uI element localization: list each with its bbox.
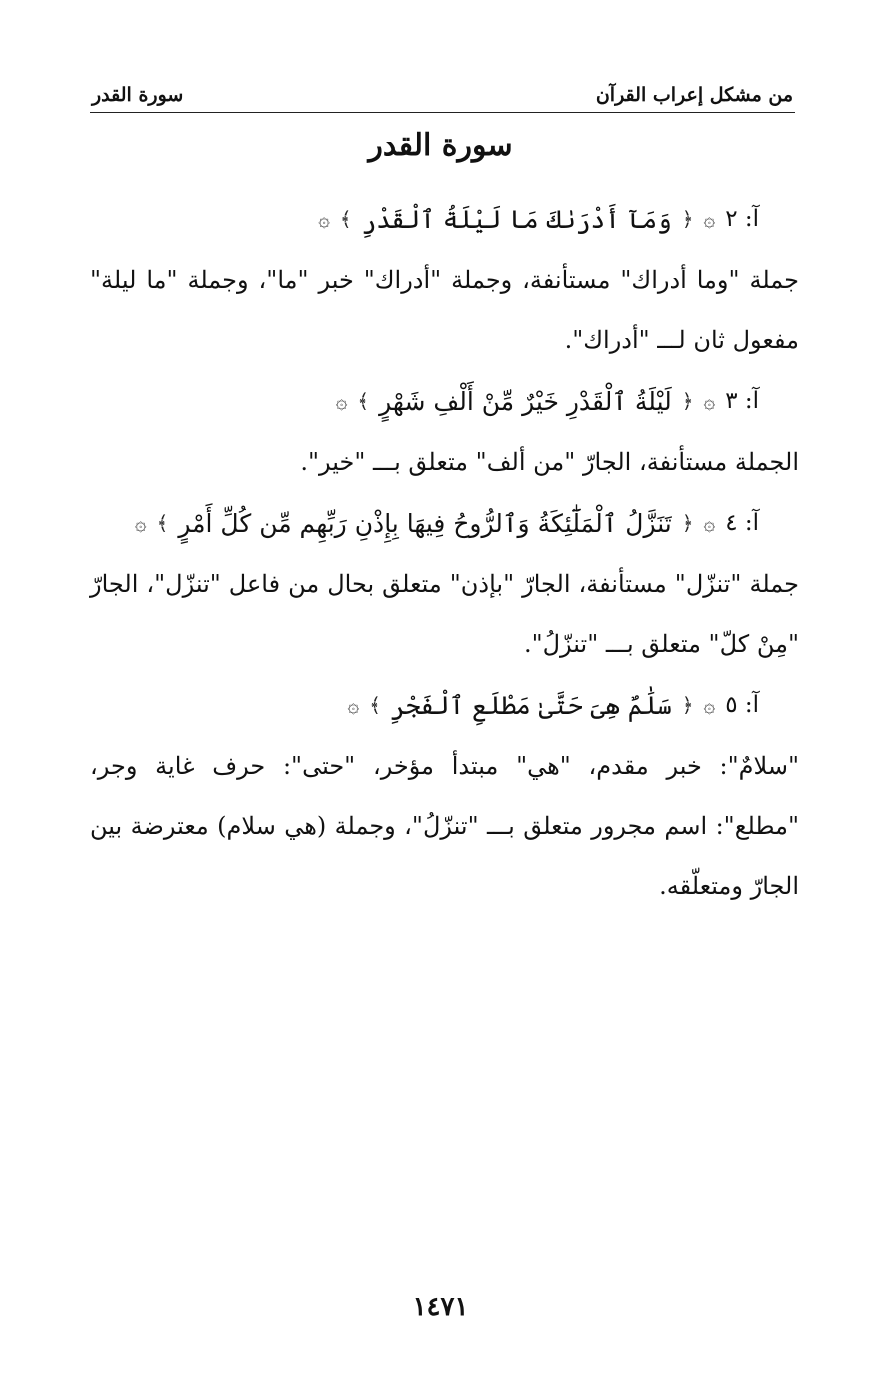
verse-reference: آ: ٢ [725,206,759,232]
verse-reference: آ: ٥ [725,692,759,718]
ornament-star-icon: ۞ [703,511,716,535]
quran-verse: لَيْلَةُ ٱلْقَدْرِ خَيْرٌ مِّنْ أَلْفِ شَهْرٍ [379,386,672,416]
verse-line-4 [90,498,759,548]
verse-line-3 [90,376,759,426]
ornate-bracket-open-icon: ﴿ [681,511,694,535]
verse-line-2 [90,194,759,244]
page-body [90,190,799,922]
commentary-paragraph: "سلامٌ": خبر مقدم، "هي" مبتدأ مؤخر، "حتى": حرف غاية وجر، "مطلع": اسم مجرور متعلق بـــ "تنزّلُ"، وجملة (هي سلام) معترضة بين الجارّ ومتعلّقه. [90,752,799,900]
ornate-bracket-close-icon: ﴾ [156,511,169,535]
ornate-bracket-close-icon: ﴾ [369,693,381,717]
ornament-star-icon: ۞ [347,693,360,717]
page-number: ١٤٧١ [412,1292,469,1322]
surah-title: سورة القدر [368,128,513,163]
ornament-star-icon: ۞ [703,389,716,413]
quran-verse: تَنَزَّلُ ٱلْمَلَٰٓئِكَةُ وَٱلرُّوحُ فِيهَا بِإِذْنِ رَبِّهِم مِّن كُلِّ أَمْرٍ [178,508,672,538]
ornate-bracket-open-icon: ﴿ [681,389,694,413]
commentary-paragraph: جملة "تنزّل" مستأنفة، الجارّ "بإذن" متعلق بحال من فاعل "تنزّل"، الجارّ "مِنْ كلّ" متعلق بـــ "تنزّلُ". [90,570,799,658]
ornate-bracket-close-icon: ﴾ [339,207,352,231]
book-title: من مشكل إعراب القرآن [595,84,793,106]
surah-name-header: سورة القدر [92,84,184,106]
running-header [90,82,795,113]
verse-reference: آ: ٤ [725,510,759,536]
ornate-bracket-open-icon: ﴿ [681,693,694,717]
quran-verse: سَلَٰمٌ هِىَ حَتَّىٰ مَطْلَعِ ٱلْفَجْرِ [390,690,672,720]
ornament-star-icon: ۞ [335,389,348,413]
ornament-star-icon: ۞ [703,207,716,231]
ornament-star-icon: ۞ [134,511,147,535]
ornate-bracket-open-icon: ﴿ [681,207,694,231]
commentary-paragraph: جملة "وما أدراك" مستأنفة، وجملة "أدراك" خبر "ما"، وجملة "ما ليلة" مفعول ثان لـــ "أدراك". [90,266,799,354]
ornate-bracket-close-icon: ﴾ [357,389,370,413]
quran-verse: وَمَآ أَدْرَىٰكَ مَا لَيْلَةُ ٱلْقَدْرِ [361,204,672,234]
verse-line-5 [90,680,759,730]
ornament-star-icon: ۞ [703,693,716,717]
ornament-star-icon: ۞ [318,207,330,231]
verse-reference: آ: ٣ [725,388,759,414]
commentary-paragraph: الجملة مستأنفة، الجارّ "من ألف" متعلق بـــ "خير". [300,448,799,476]
